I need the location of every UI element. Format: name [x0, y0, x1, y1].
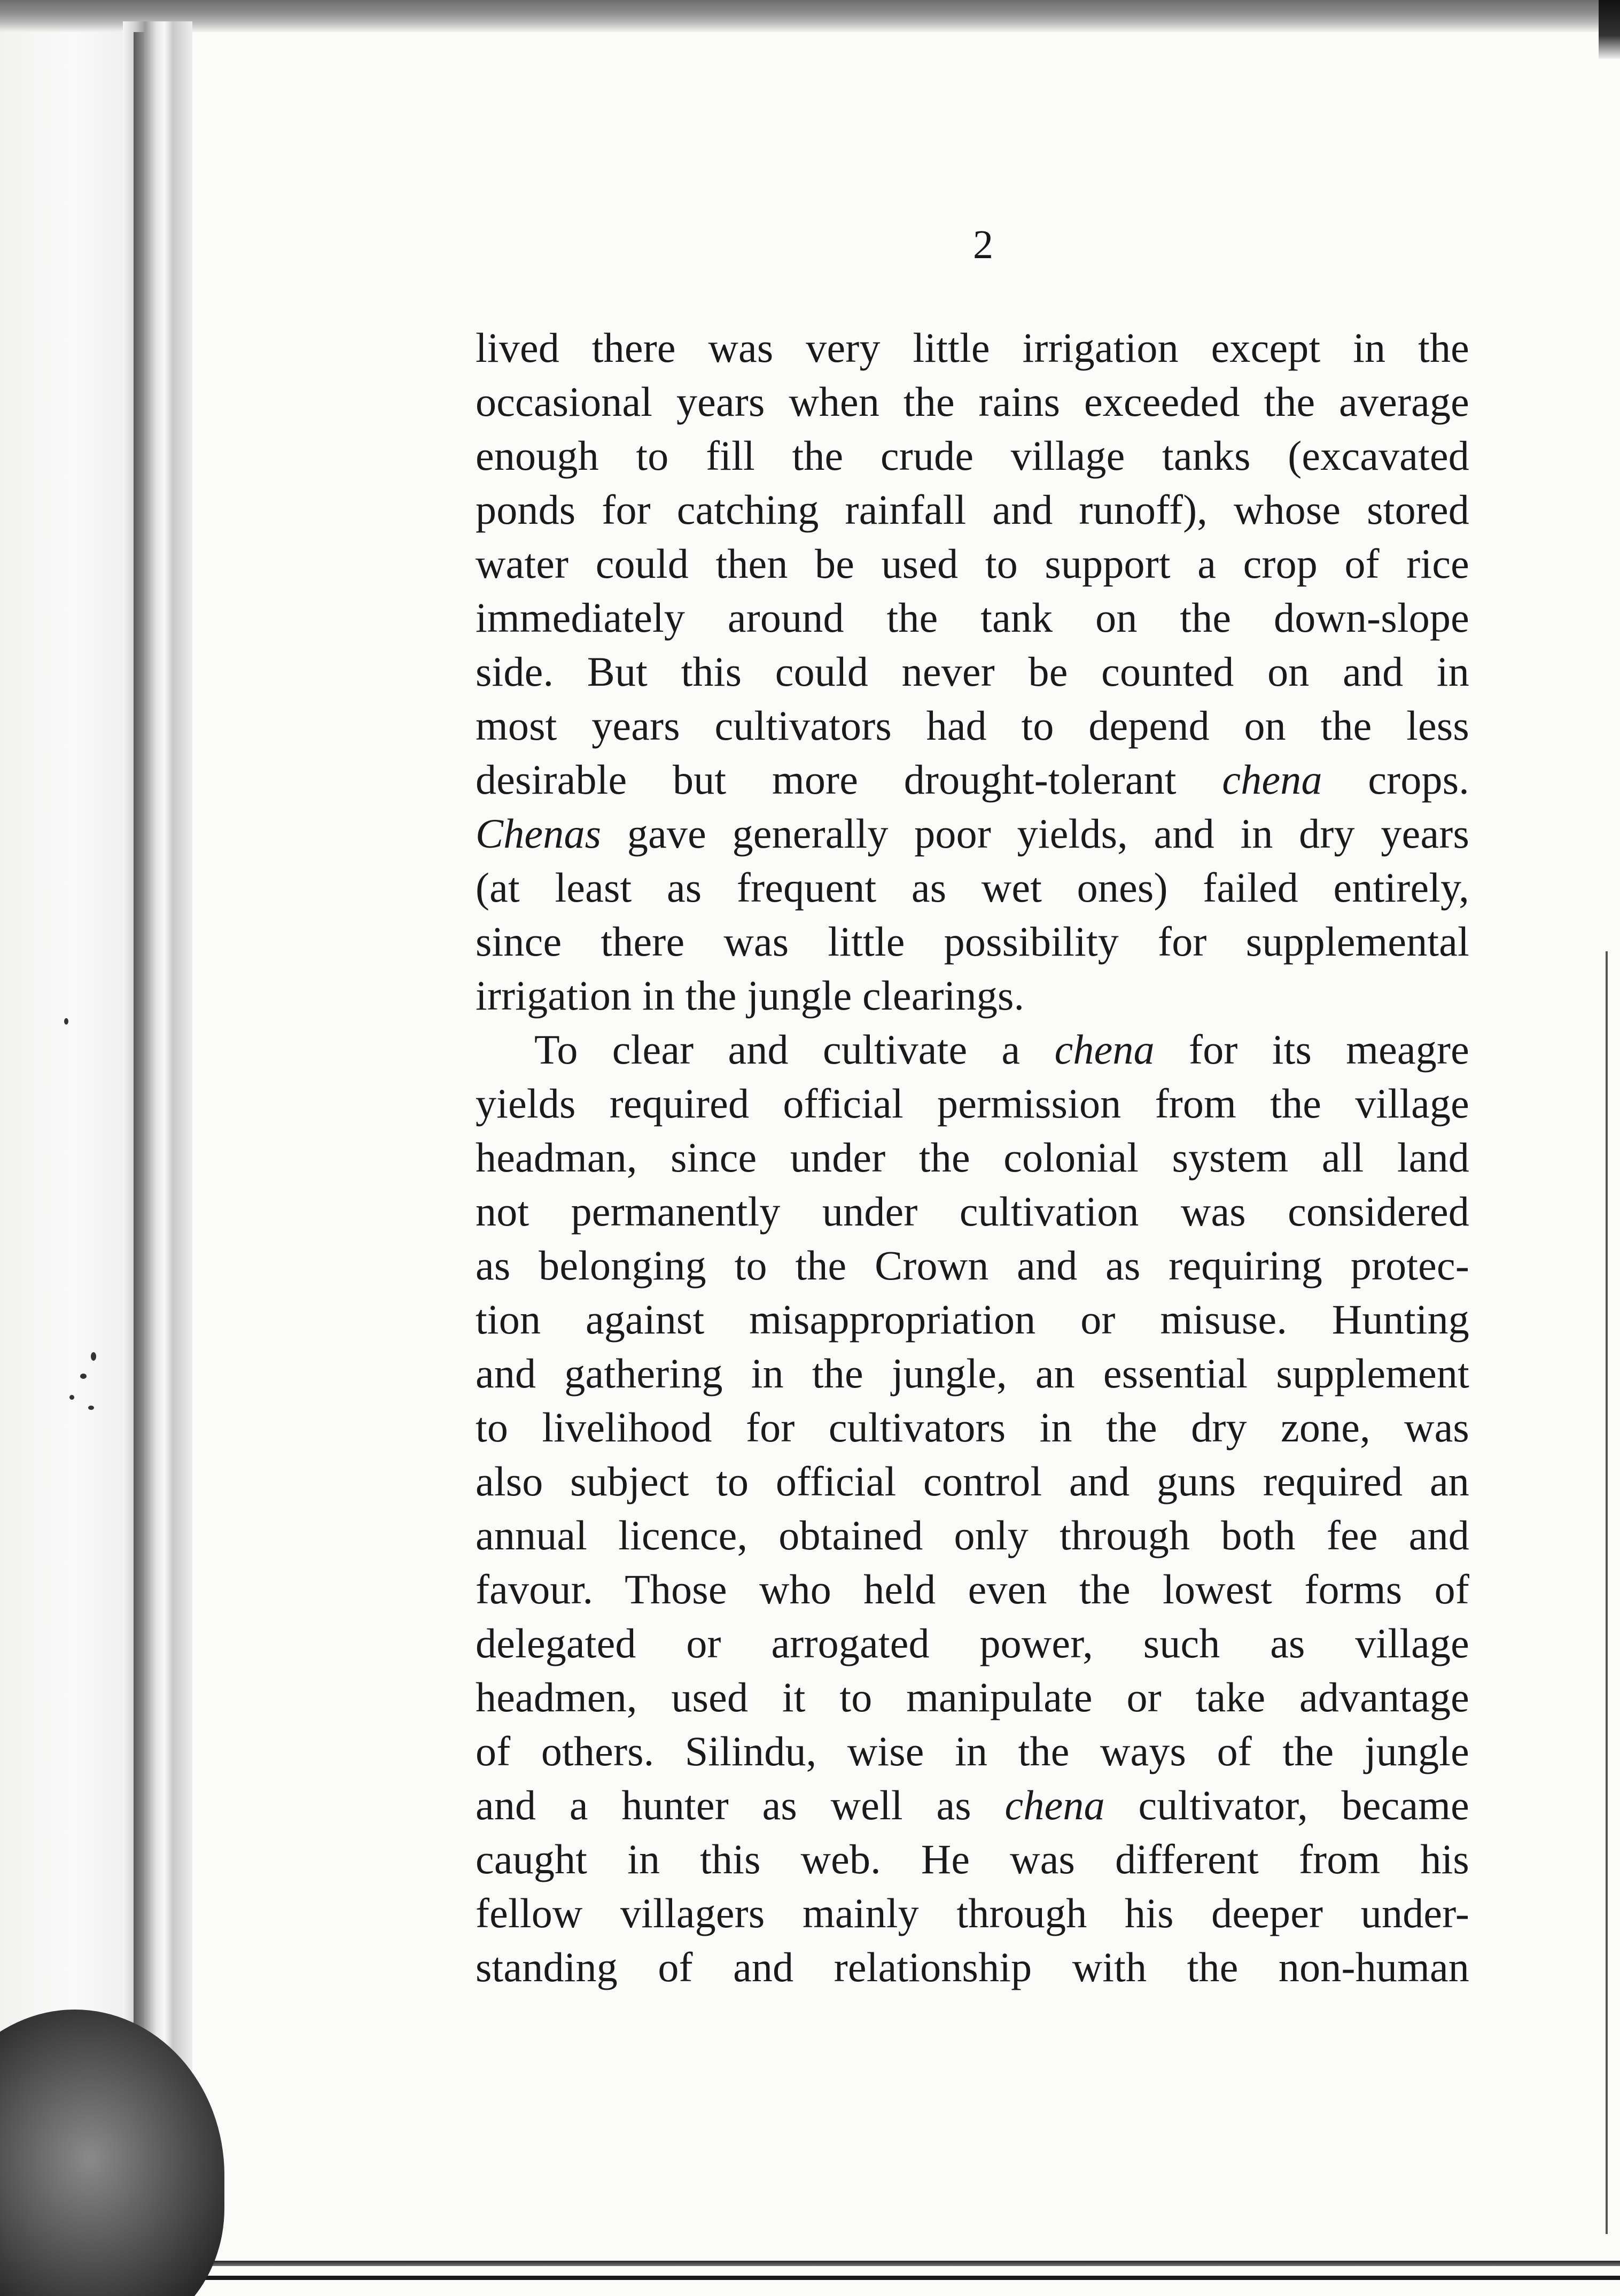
text-line: yields required official permission from the village	[476, 1080, 1469, 1127]
book-spine-shadow	[134, 32, 144, 2213]
italic-term: Chenas	[476, 810, 602, 857]
speck	[64, 1018, 68, 1025]
text-line: Chenas gave generally poor yields, and in dry years	[476, 810, 1469, 857]
text-line: ponds for catching rainfall and runoff), whose stored	[476, 486, 1469, 533]
speck	[80, 1374, 87, 1379]
page-edge-line	[1606, 951, 1608, 2234]
body-text	[476, 321, 1469, 1994]
italic-term: chena	[1054, 1026, 1155, 1073]
text-line: and gathering in the jungle, an essential supplement	[476, 1350, 1469, 1397]
speck	[91, 1352, 96, 1361]
left-margin	[0, 32, 123, 2296]
speck	[88, 1406, 94, 1410]
scanner-corner	[1599, 0, 1620, 59]
text-line: lived there was very little irrigation except in the	[476, 324, 1469, 371]
text-line: To clear and cultivate a chena for its meagre	[534, 1026, 1469, 1073]
text-line: most years cultivators had to depend on the less	[476, 702, 1469, 749]
text-line: immediately around the tank on the down-slope	[476, 594, 1469, 641]
speck	[69, 1395, 74, 1400]
text-line: also subject to official control and guns required an	[476, 1458, 1469, 1504]
italic-term: chena	[1222, 756, 1322, 803]
text-line: favour. Those who held even the lowest forms of	[476, 1566, 1469, 1612]
text-line: of others. Silindu, wise in the ways of the jungle	[476, 1728, 1469, 1774]
text-line: caught in this web. He was different from his	[476, 1836, 1469, 1882]
scanner-top-edge	[0, 0, 1620, 32]
paragraph-2	[476, 1022, 1469, 1994]
text-line: annual licence, obtained only through both fee and	[476, 1512, 1469, 1558]
text-line: desirable but more drought-tolerant chena crops.	[476, 756, 1469, 803]
text-line: since there was little possibility for supplemental	[476, 918, 1469, 965]
text-line: and a hunter as well as chena cultivator, became	[476, 1782, 1469, 1828]
paragraph-1	[476, 321, 1469, 1022]
page-number: 2	[973, 222, 993, 267]
italic-term: chena	[1004, 1782, 1105, 1828]
text-line: water could then be used to support a crop of rice	[476, 540, 1469, 587]
text-line: as belonging to the Crown and as requiring protec-	[476, 1242, 1469, 1289]
text-line: fellow villagers mainly through his deeper under-	[476, 1890, 1469, 1936]
text-line: headmen, used it to manipulate or take advantage	[476, 1674, 1469, 1720]
text-line: delegated or arrogated power, such as village	[476, 1620, 1469, 1666]
text-line: occasional years when the rains exceeded the average	[476, 378, 1469, 425]
text-line: headman, since under the colonial system all land	[476, 1134, 1469, 1181]
text-line: to livelihood for cultivators in the dry zone, was	[476, 1404, 1469, 1450]
text-line: not permanently under cultivation was considered	[476, 1188, 1469, 1235]
text-line: side. But this could never be counted on and in	[476, 648, 1469, 695]
text-line: (at least as frequent as wet ones) failed entirely,	[476, 864, 1469, 911]
text-line: standing of and relationship with the non-human	[476, 1944, 1469, 1990]
scanner-bottom-edge	[0, 2276, 1620, 2280]
page-bottom-edge	[203, 2261, 1620, 2266]
text-line: enough to fill the crude village tanks (excavated	[476, 432, 1469, 479]
text-line: irrigation in the jungle clearings.	[476, 972, 1025, 1019]
text-line: tion against misappropriation or misuse. Hunting	[476, 1296, 1469, 1343]
